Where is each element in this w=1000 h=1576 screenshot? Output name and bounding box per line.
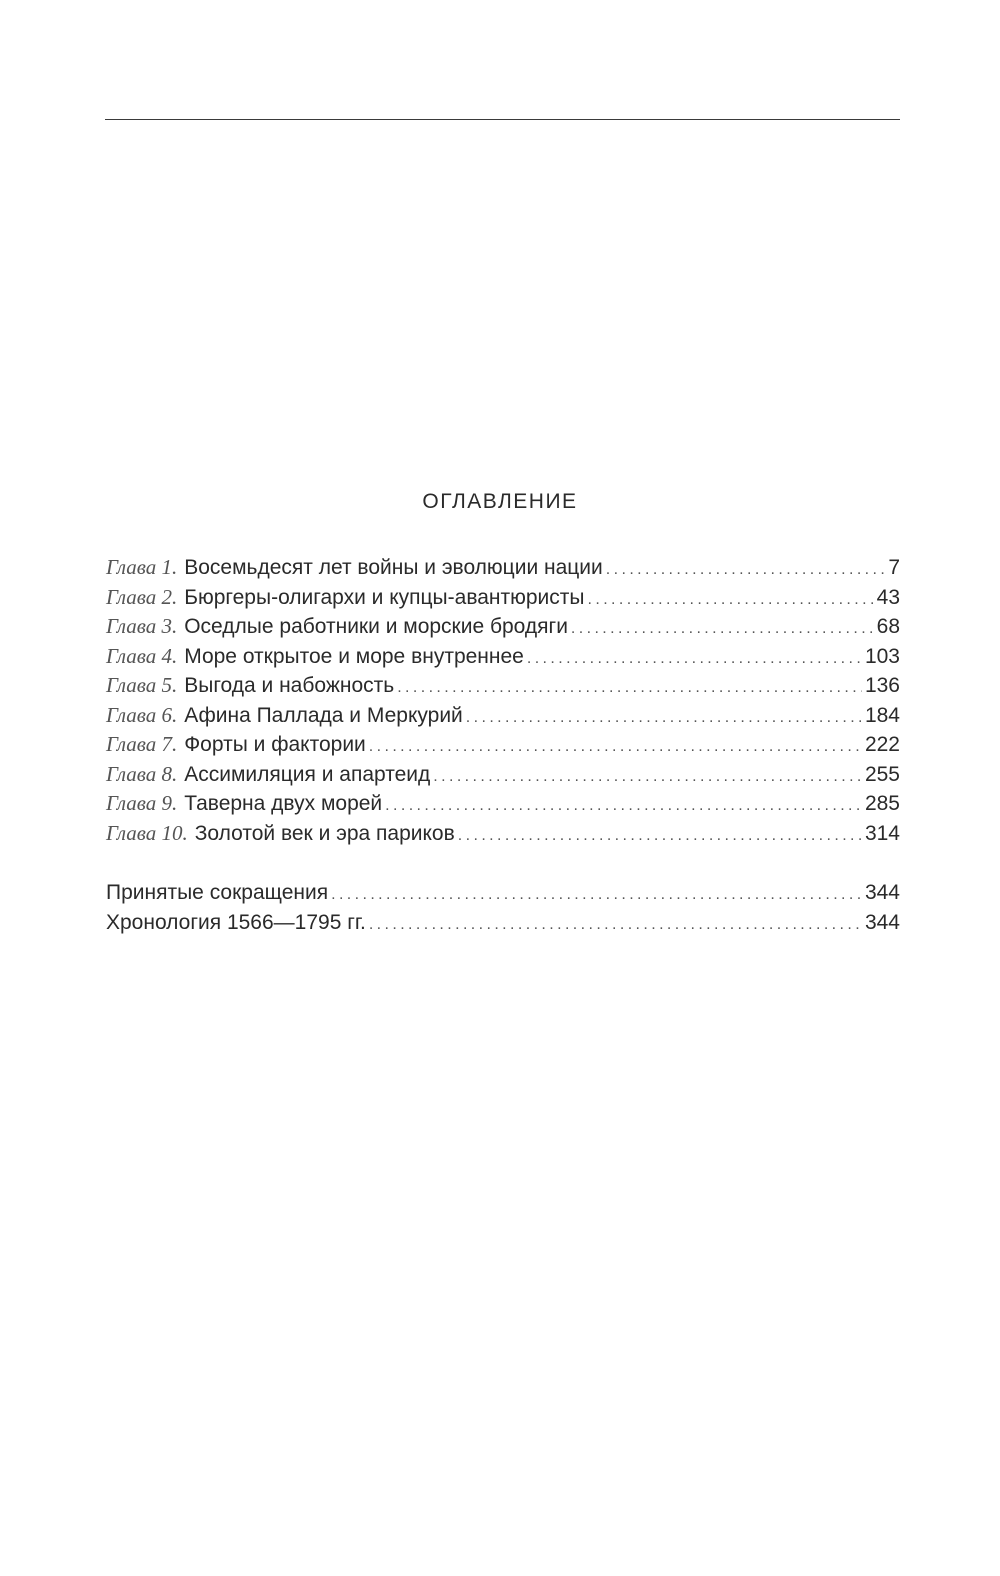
chapter-title: Афина Паллада и Меркурий	[184, 703, 463, 727]
chapter-prefix: Глава 3.	[106, 614, 178, 638]
toc-entry-chapter-6[interactable]	[106, 701, 900, 731]
toc-entry-chapter-4[interactable]	[106, 642, 900, 672]
page-number: 68	[876, 615, 900, 638]
dot-leader	[571, 614, 874, 644]
chapter-prefix: Глава 7.	[106, 732, 178, 756]
toc-entry-chapter-8[interactable]	[106, 760, 900, 790]
page-number: 136	[864, 674, 900, 697]
toc-entry-chronology[interactable]	[106, 908, 900, 938]
chapter-title: Бюргеры-олигархи и купцы-авантюристы	[184, 585, 585, 609]
toc-entry-chapter-7[interactable]	[106, 730, 900, 760]
page-number: 222	[864, 733, 900, 756]
toc-entry-chapter-10[interactable]	[106, 819, 900, 849]
dot-leader	[397, 673, 862, 703]
chapter-title: Море открытое и море внутреннее	[184, 644, 524, 668]
dot-leader	[606, 555, 886, 585]
dot-leader	[331, 880, 862, 910]
chapter-prefix: Глава 8.	[106, 761, 178, 786]
toc-entry-chapter-3[interactable]	[106, 612, 900, 642]
page-number: 7	[888, 556, 900, 579]
page-number: 184	[864, 703, 900, 727]
chapter-title: Восемьдесят лет войны и эволюции нации	[184, 556, 603, 579]
chapter-prefix: Глава 5.	[106, 673, 178, 697]
chapter-prefix: Глава 4.	[106, 643, 178, 668]
dot-leader	[433, 762, 862, 792]
dot-leader	[458, 821, 862, 851]
toc-entry-chapter-2[interactable]	[106, 583, 900, 613]
chapter-prefix: Глава 6.	[106, 702, 178, 727]
page-number: 344	[864, 881, 900, 904]
chapter-prefix: Глава 1.	[106, 555, 178, 579]
appendix-title: Хронология 1566—1795 гг.	[106, 910, 366, 934]
header-rule	[105, 119, 900, 120]
chapter-prefix: Глава 10.	[106, 820, 188, 845]
page-number: 344	[864, 910, 900, 934]
page-number: 285	[864, 792, 900, 815]
chapter-title: Золотой век и эра париков	[194, 821, 455, 845]
toc-title: ОГЛАВЛЕНИЕ	[422, 490, 578, 513]
dot-leader	[527, 644, 862, 674]
toc-entry-chapter-9[interactable]	[106, 789, 900, 819]
chapter-title: Таверна двух морей	[184, 792, 383, 815]
dot-leader	[369, 732, 862, 762]
toc-entry-abbreviations[interactable]	[106, 878, 900, 908]
page-number: 314	[864, 821, 900, 845]
page-number: 43	[876, 585, 900, 609]
chapter-prefix: Глава 9.	[106, 791, 178, 815]
toc-entry-chapter-1[interactable]	[106, 553, 900, 583]
appendix-title: Принятые сокращения	[106, 881, 329, 904]
section-spacer	[106, 848, 900, 878]
table-of-contents	[106, 553, 900, 937]
chapter-title: Выгода и набожность	[184, 674, 395, 697]
chapter-title: Ассимиляция и апартеид	[184, 762, 431, 786]
dot-leader	[369, 910, 862, 940]
chapter-prefix: Глава 2.	[106, 584, 178, 609]
toc-entry-chapter-5[interactable]	[106, 671, 900, 701]
dot-leader	[385, 791, 862, 821]
dot-leader	[588, 585, 874, 615]
chapter-title: Оседлые работники и морские бродяги	[184, 615, 568, 638]
page-number: 103	[864, 644, 900, 668]
chapter-title: Форты и фактории	[184, 733, 366, 756]
page-number: 255	[864, 762, 900, 786]
dot-leader	[466, 703, 862, 733]
